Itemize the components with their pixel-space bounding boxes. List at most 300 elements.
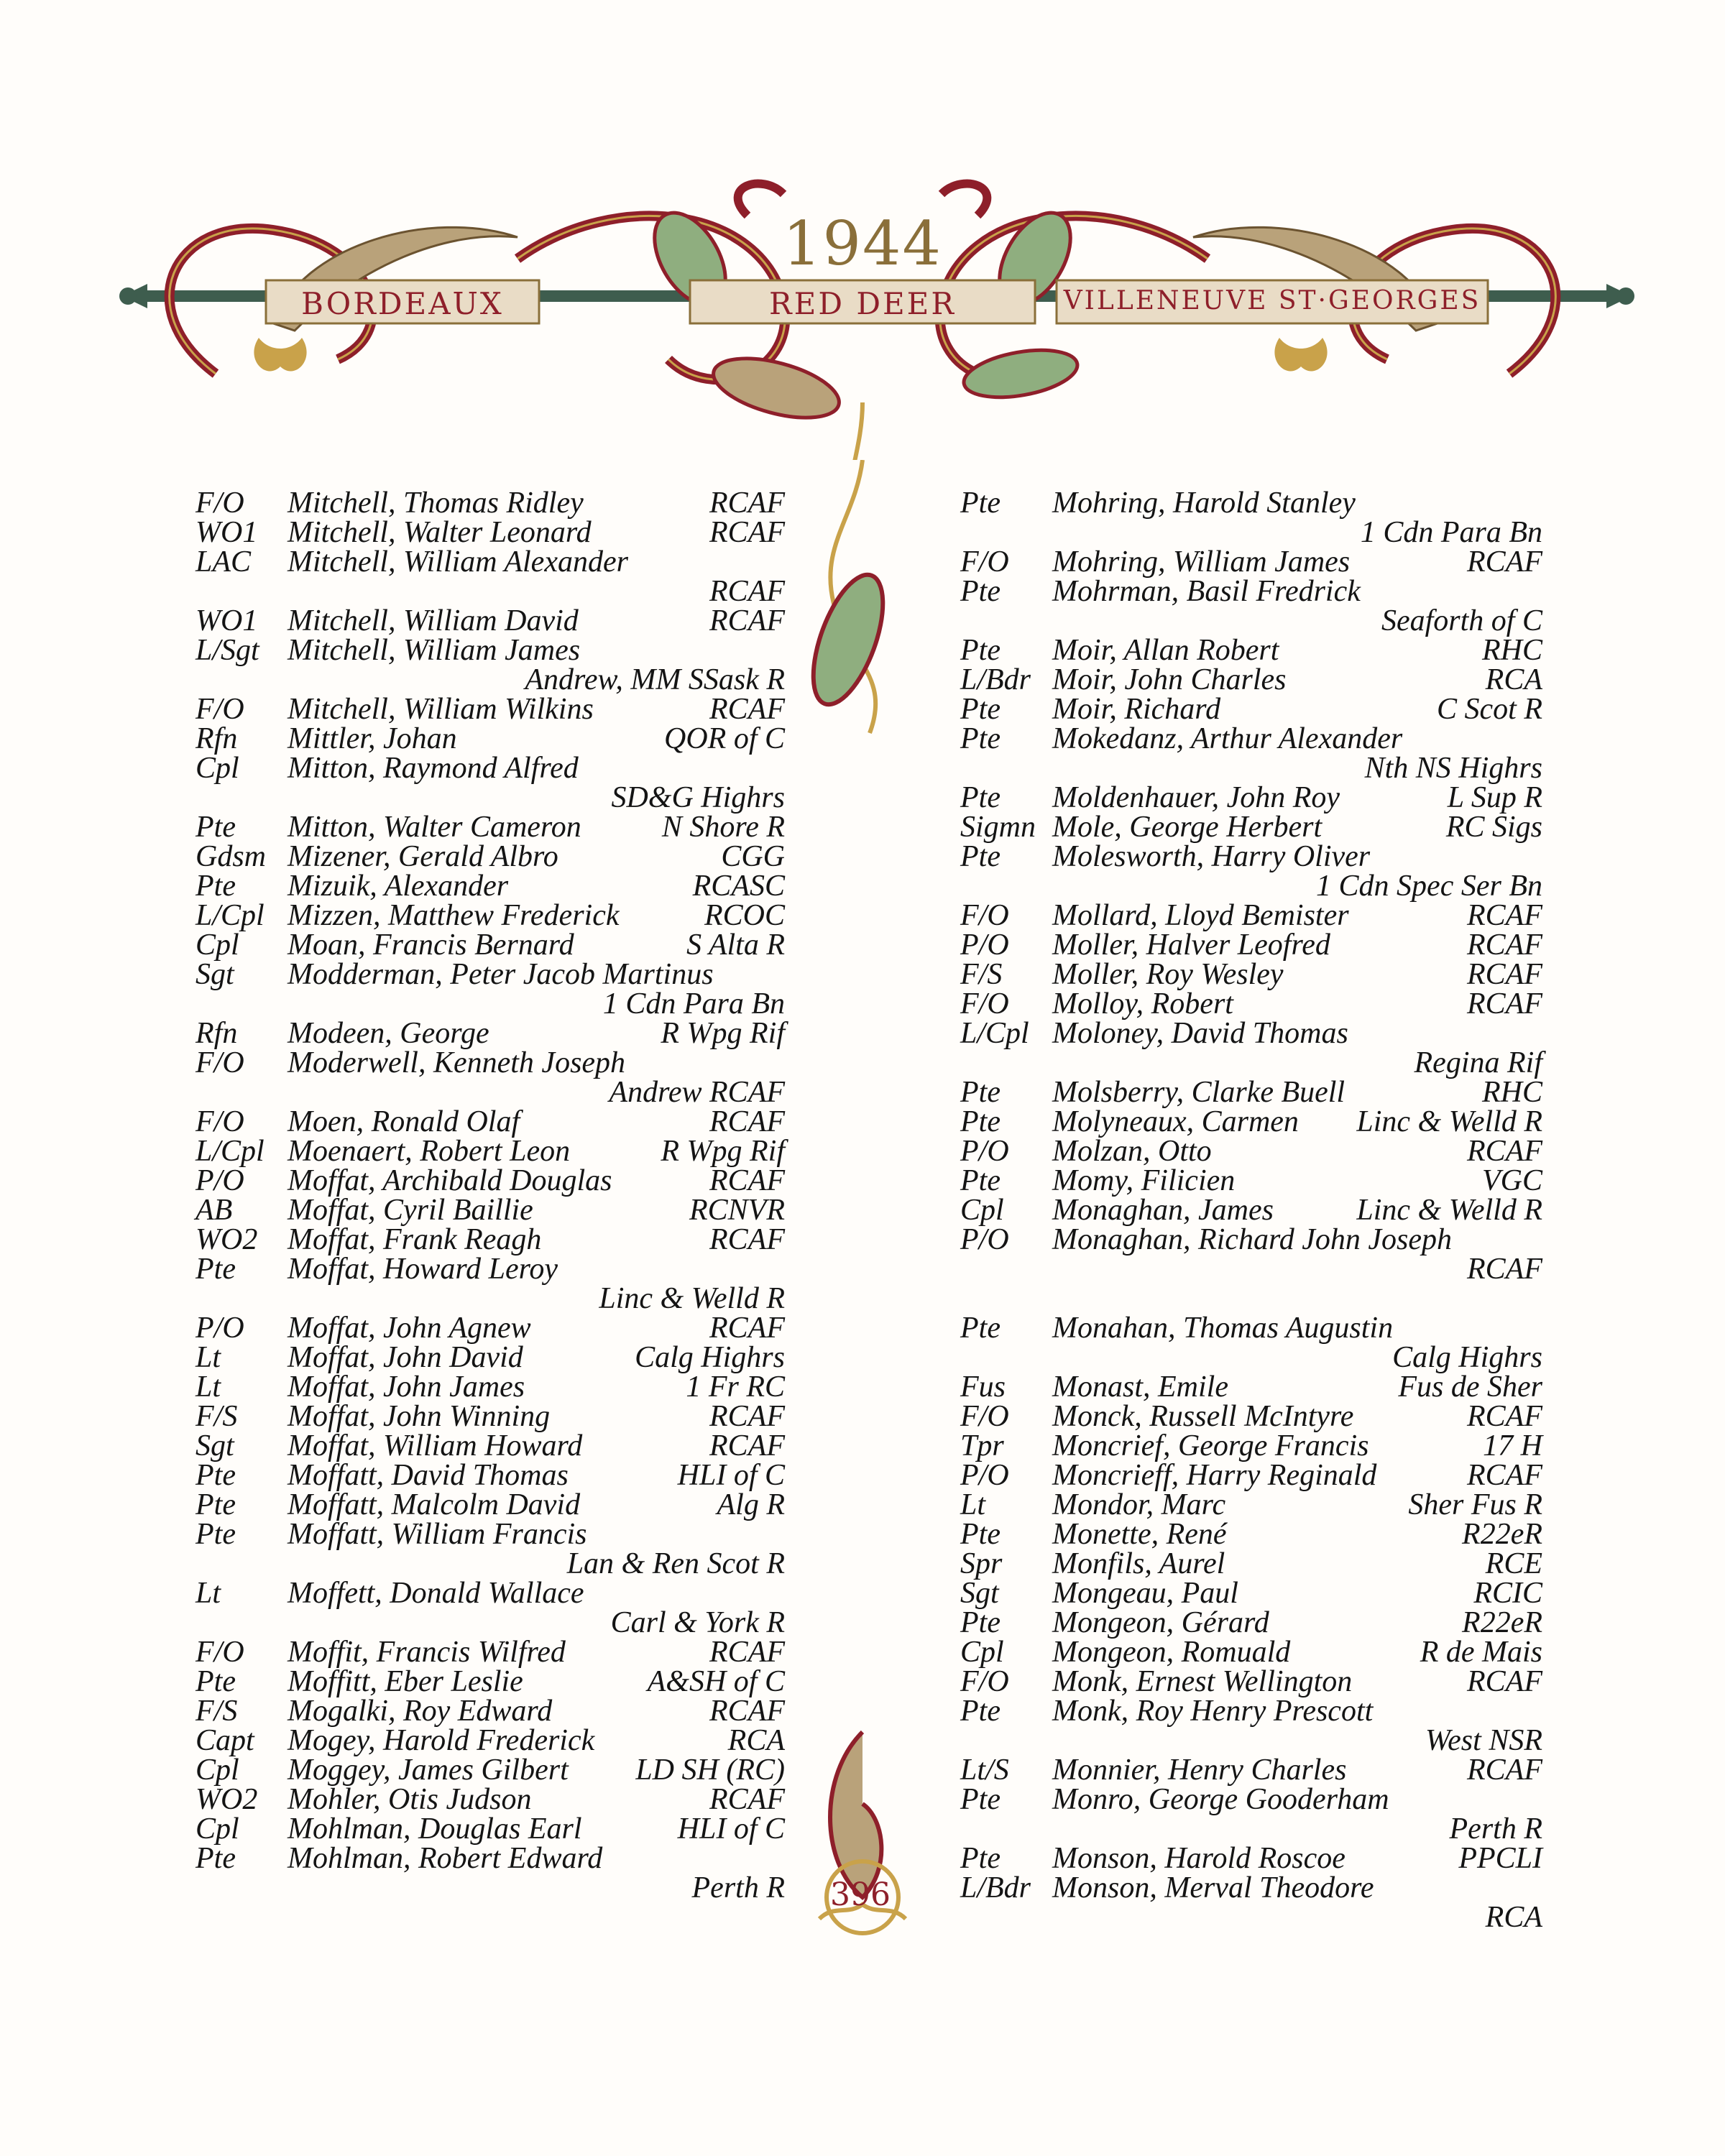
rank: AB — [196, 1194, 233, 1227]
serviceman-name: Mitchell, William Alexander — [288, 545, 628, 579]
serviceman-name: Mondor, Marc — [1052, 1488, 1226, 1521]
unit: L Sup R — [1447, 781, 1542, 814]
memorial-entry — [196, 1196, 785, 1225]
memorial-entry — [960, 1429, 1542, 1462]
serviceman-name: Mole, George Herbert — [1052, 811, 1322, 844]
entry-continuation: Perth R — [691, 1871, 785, 1904]
unit: N Shore R — [661, 811, 785, 844]
rank: Gdsm — [196, 840, 267, 873]
unit: RCAF — [709, 604, 785, 637]
serviceman-name: Mizener, Gerald Albro — [288, 840, 558, 873]
serviceman-name: Monahan, Thomas Augustin — [1052, 1312, 1394, 1345]
memorial-entry — [960, 1844, 1542, 1874]
unit: RCAF — [1467, 1400, 1542, 1433]
rank: Pte — [960, 722, 1000, 755]
unit: Alg R — [717, 1488, 785, 1521]
serviceman-name: Monaghan, James — [1052, 1194, 1274, 1227]
serviceman-name: Moffat, William Howard — [288, 1429, 583, 1462]
serviceman-name: Mohlman, Douglas Earl — [288, 1812, 582, 1846]
serviceman-name: Mitchell, Walter Leonard — [288, 516, 592, 549]
serviceman-name: Mitton, Walter Cameron — [288, 811, 581, 844]
serviceman-name: Monk, Roy Henry Prescott — [1052, 1695, 1374, 1728]
serviceman-name: Moller, Halver Leofred — [1052, 929, 1330, 962]
serviceman-name: Mogey, Harold Frederick — [288, 1724, 595, 1757]
memorial-entry — [960, 1196, 1542, 1225]
rank: F/O — [960, 899, 1009, 932]
serviceman-name: Moffit, Francis Wilfred — [288, 1636, 566, 1669]
rank: Pte — [960, 1164, 1000, 1197]
serviceman-name: Monck, Russell McIntyre — [1052, 1400, 1354, 1433]
unit: RCASC — [692, 870, 785, 903]
memorial-entry — [196, 1579, 785, 1638]
memorial-entry — [196, 724, 785, 754]
unit: RCAF — [709, 693, 785, 726]
serviceman-name: Moloney, David Thomas — [1052, 1017, 1348, 1050]
memorial-entry — [960, 1402, 1542, 1432]
rank: Capt — [196, 1724, 254, 1757]
serviceman-name: Mohrman, Basil Fredrick — [1052, 575, 1361, 608]
rank: Pte — [960, 693, 1000, 726]
serviceman-name: Monette, René — [1052, 1518, 1227, 1551]
unit: RCAF — [709, 1105, 785, 1138]
serviceman-name: Mitchell, Thomas Ridley — [288, 487, 584, 520]
serviceman-name: Moldenhauer, John Roy — [1052, 781, 1340, 814]
rank: Pte — [196, 811, 236, 844]
serviceman-name: Monast, Emile — [1052, 1370, 1228, 1404]
rank: Sgt — [196, 958, 234, 991]
memorial-entry — [196, 754, 785, 813]
rank: F/O — [196, 1046, 244, 1079]
rank: Cpl — [196, 752, 239, 785]
unit: HLI of C — [677, 1459, 785, 1492]
serviceman-name: Moan, Francis Bernard — [288, 929, 574, 962]
memorial-entry — [960, 1579, 1542, 1608]
entry-continuation: 1 Cdn Para Bn — [1360, 516, 1542, 549]
memorial-entry — [960, 1638, 1542, 1667]
memorial-entry — [196, 1638, 785, 1667]
memorial-entry — [960, 1520, 1542, 1549]
memorial-entry — [960, 1667, 1542, 1697]
entry-continuation: SD&G Highrs — [611, 781, 785, 814]
serviceman-name: Moncrief, George Francis — [1052, 1429, 1369, 1462]
entry-continuation: RCAF — [709, 575, 785, 608]
rank: Pte — [196, 1518, 236, 1551]
memorial-entry — [960, 1284, 1542, 1314]
unit: Calg Highrs — [635, 1341, 785, 1374]
rank: L/Bdr — [960, 1871, 1031, 1904]
rank: Pte — [196, 1459, 236, 1492]
serviceman-name: Mokedanz, Arthur Alexander — [1052, 722, 1403, 755]
rank: P/O — [960, 1223, 1009, 1256]
rank: Pte — [960, 840, 1000, 873]
rank: P/O — [196, 1312, 244, 1345]
memorial-entry — [960, 1697, 1542, 1756]
unit: RCNVR — [689, 1194, 785, 1227]
memorial-entry — [960, 724, 1542, 783]
unit: RCA — [727, 1724, 785, 1757]
serviceman-name: Mitchell, William David — [288, 604, 579, 637]
serviceman-name: Moffat, Cyril Baillie — [288, 1194, 533, 1227]
unit: Linc & Welld R — [1356, 1194, 1542, 1227]
memorial-entry — [960, 842, 1542, 901]
entry-continuation: Andrew RCAF — [609, 1076, 785, 1109]
rank: Pte — [196, 1665, 236, 1698]
right-name-column — [960, 489, 1542, 1932]
rank: Lt/S — [960, 1754, 1009, 1787]
memorial-entry — [196, 1255, 785, 1314]
memorial-entry — [196, 1844, 785, 1903]
rank: F/O — [196, 693, 244, 726]
serviceman-name: Momy, Filicien — [1052, 1164, 1236, 1197]
memorial-entry — [196, 1137, 785, 1166]
unit: A&SH of C — [647, 1665, 785, 1698]
entry-continuation: RCA — [1485, 1901, 1542, 1934]
memorial-entry — [196, 1107, 785, 1137]
unit: S Alta R — [686, 929, 785, 962]
memorial-entry — [196, 636, 785, 695]
serviceman-name: Monfils, Aurel — [1052, 1547, 1225, 1580]
rank: Pte — [960, 781, 1000, 814]
entry-continuation: Regina Rif — [1414, 1046, 1542, 1079]
memorial-entry — [196, 695, 785, 724]
memorial-entry — [196, 1461, 785, 1491]
unit: RCA — [1485, 663, 1542, 696]
memorial-entry — [196, 1019, 785, 1049]
serviceman-name: Monro, George Gooderham — [1052, 1783, 1389, 1816]
unit: R Wpg Rif — [661, 1017, 785, 1050]
serviceman-name: Moffat, Archibald Douglas — [288, 1164, 612, 1197]
memorial-entry — [960, 1314, 1542, 1373]
serviceman-name: Mogalki, Roy Edward — [288, 1695, 553, 1728]
rank: LAC — [196, 545, 252, 579]
unit: RCAF — [709, 1636, 785, 1669]
unit: LD SH (RC) — [635, 1754, 785, 1787]
serviceman-name: Moen, Ronald Olaf — [288, 1105, 520, 1138]
unit: RCAF — [709, 1223, 785, 1256]
memorial-entry — [960, 783, 1542, 813]
rank: Rfn — [196, 1017, 238, 1050]
unit: PPCLI — [1458, 1842, 1542, 1875]
rank: Pte — [960, 1105, 1000, 1138]
rank: Cpl — [196, 1812, 239, 1846]
serviceman-name: Moffatt, David Thomas — [288, 1459, 569, 1492]
banner-red-deer: RED DEER — [769, 286, 956, 321]
rank: F/O — [960, 1665, 1009, 1698]
memorial-entry — [960, 813, 1542, 842]
rank: L/Cpl — [196, 899, 264, 932]
entry-continuation: Perth R — [1449, 1812, 1542, 1846]
memorial-entry — [960, 1078, 1542, 1107]
rank: L/Bdr — [960, 663, 1031, 696]
banner-bordeaux: BORDEAUX — [301, 286, 504, 321]
memorial-entry — [960, 987, 1542, 1021]
entry-continuation: 1 Cdn Para Bn — [602, 987, 785, 1021]
serviceman-name: Molloy, Robert — [1052, 987, 1233, 1021]
memorial-entry — [196, 1314, 785, 1343]
unit: Sher Fus R — [1408, 1488, 1542, 1521]
unit: RCAF — [1467, 958, 1542, 991]
memorial-entry — [196, 1785, 785, 1815]
serviceman-name: Mizzen, Matthew Frederick — [288, 899, 620, 932]
rank: F/O — [196, 487, 244, 520]
serviceman-name: Moffitt, Eber Leslie — [288, 1665, 523, 1698]
serviceman-name: Monk, Ernest Wellington — [1052, 1665, 1353, 1698]
memorial-entry — [960, 577, 1542, 636]
unit: CGG — [721, 840, 785, 873]
rank: Tpr — [960, 1429, 1004, 1462]
serviceman-name: Moir, Allan Robert — [1052, 634, 1279, 667]
memorial-entry — [960, 1166, 1542, 1196]
unit: RCAF — [1467, 1665, 1542, 1698]
entry-continuation: 1 Cdn Spec Ser Bn — [1316, 870, 1542, 903]
left-name-column — [196, 489, 785, 1903]
memorial-entry — [196, 545, 785, 608]
serviceman-name: Mitton, Raymond Alfred — [288, 752, 579, 785]
unit: RCAF — [1467, 1135, 1542, 1168]
memorial-entry — [960, 1608, 1542, 1638]
serviceman-name: Mitchell, William Wilkins — [288, 693, 594, 726]
memorial-entry — [960, 1225, 1542, 1284]
memorial-entry — [960, 1488, 1542, 1521]
memorial-entry — [960, 1549, 1542, 1579]
serviceman-name: Moffatt, Malcolm David — [288, 1488, 581, 1521]
rank: F/O — [196, 1105, 244, 1138]
entry-continuation: West NSR — [1425, 1724, 1542, 1757]
serviceman-name: Monson, Harold Roscoe — [1052, 1842, 1346, 1875]
memorial-entry — [196, 1166, 785, 1196]
unit: RCAF — [709, 1164, 785, 1197]
entry-continuation: Linc & Welld R — [599, 1282, 785, 1315]
unit: RCAF — [1467, 545, 1542, 579]
center-vine-ornament — [805, 460, 920, 762]
serviceman-name: Modeen, George — [288, 1017, 489, 1050]
serviceman-name: Moffat, John Agnew — [288, 1312, 531, 1345]
serviceman-name: Moffat, John James — [288, 1370, 525, 1404]
unit: 1 Fr RC — [686, 1370, 785, 1404]
rank: Pte — [960, 634, 1000, 667]
memorial-entry — [196, 960, 785, 1019]
memorial-entry — [960, 636, 1542, 665]
memorial-entry — [960, 695, 1542, 724]
memorial-entry — [196, 813, 785, 842]
serviceman-name: Mongeon, Romuald — [1052, 1636, 1291, 1669]
unit: RCAF — [709, 487, 785, 520]
rank: Cpl — [196, 1754, 239, 1787]
unit: R de Mais — [1420, 1636, 1542, 1669]
rank: P/O — [960, 1459, 1009, 1492]
serviceman-name: Mitchell, William James — [288, 634, 581, 667]
memorial-entry — [196, 1343, 785, 1373]
rank: WO2 — [196, 1783, 258, 1816]
unit: R22eR — [1462, 1518, 1542, 1551]
memorial-entry — [196, 1756, 785, 1785]
serviceman-name: Monson, Merval Theodore — [1052, 1871, 1374, 1904]
unit: RCAF — [709, 1312, 785, 1345]
rank: WO1 — [196, 516, 258, 549]
serviceman-name: Molzan, Otto — [1052, 1135, 1212, 1168]
serviceman-name: Mittler, Johan — [288, 722, 457, 755]
rank: Sgt — [960, 1577, 999, 1610]
memorial-entry — [960, 1370, 1542, 1404]
unit: RCAF — [709, 1400, 785, 1433]
rank: Lt — [196, 1370, 221, 1404]
rank: F/S — [960, 958, 1003, 991]
illuminated-header — [0, 0, 1725, 460]
memorial-entry — [196, 1046, 785, 1109]
memorial-entry — [960, 1756, 1542, 1785]
serviceman-name: Monaghan, Richard John Joseph — [1052, 1223, 1453, 1256]
serviceman-name: Moffat, John Winning — [288, 1400, 551, 1433]
rank: Pte — [196, 870, 236, 903]
banner-villeneuve: VILLENEUVE ST·GEORGES — [1063, 286, 1481, 315]
rank: F/O — [960, 545, 1009, 579]
unit: RCE — [1485, 1547, 1542, 1580]
memorial-entry — [960, 1019, 1542, 1078]
unit: Linc & Welld R — [1356, 1105, 1542, 1138]
rank: F/S — [196, 1695, 238, 1728]
unit: QOR of C — [664, 722, 785, 755]
unit: RCAF — [1467, 1459, 1542, 1492]
serviceman-name: Mongeon, Gérard — [1052, 1606, 1269, 1639]
rank: Pte — [960, 575, 1000, 608]
serviceman-name: Moffat, Frank Reagh — [288, 1223, 542, 1256]
memorial-entry — [196, 1370, 785, 1404]
page-number: 396 — [830, 1876, 891, 1913]
serviceman-name: Mollard, Lloyd Bemister — [1052, 899, 1349, 932]
rank: WO2 — [196, 1223, 258, 1256]
memorial-entry — [960, 1785, 1542, 1844]
memorial-entry — [960, 665, 1542, 695]
memorial-entry — [196, 1429, 785, 1462]
memorial-entry — [960, 960, 1542, 990]
rank: Pte — [960, 1783, 1000, 1816]
unit: RCAF — [1467, 899, 1542, 932]
memorial-entry — [960, 1137, 1542, 1166]
memorial-entry — [196, 931, 785, 960]
serviceman-name: Moffatt, William Francis — [288, 1518, 587, 1551]
rank: Pte — [960, 1606, 1000, 1639]
rank: Sgt — [196, 1429, 234, 1462]
rank: Lt — [196, 1341, 221, 1374]
memorial-entry — [196, 1812, 785, 1846]
serviceman-name: Moffat, Howard Leroy — [288, 1253, 558, 1286]
unit: 17 H — [1483, 1429, 1542, 1462]
rank: F/O — [196, 1636, 244, 1669]
memorial-entry — [196, 1225, 785, 1255]
unit: RCAF — [709, 1783, 785, 1816]
unit: R Wpg Rif — [661, 1135, 785, 1168]
serviceman-name: Mohlman, Robert Edward — [288, 1842, 603, 1875]
entry-continuation: Andrew, MM SSask R — [525, 663, 785, 696]
serviceman-name: Mohler, Otis Judson — [288, 1783, 532, 1816]
memorial-entry — [196, 872, 785, 901]
serviceman-name: Moffett, Donald Wallace — [288, 1577, 584, 1610]
unit: RC Sigs — [1445, 811, 1542, 844]
rank: Pte — [960, 1076, 1000, 1109]
memorial-entry — [196, 489, 785, 518]
unit: RCAF — [1467, 1754, 1542, 1787]
year-heading: 1944 — [783, 208, 942, 279]
rank: P/O — [960, 929, 1009, 962]
unit: RCAF — [709, 516, 785, 549]
memorial-entry — [196, 1726, 785, 1756]
rank: Spr — [960, 1547, 1003, 1580]
rank: Cpl — [960, 1194, 1004, 1227]
memorial-entry — [196, 518, 785, 548]
rank: F/S — [196, 1400, 238, 1433]
rank: P/O — [960, 1135, 1009, 1168]
memorial-entry — [196, 901, 785, 931]
serviceman-name: Mohring, Harold Stanley — [1052, 487, 1356, 520]
rank: Sigmn — [960, 811, 1036, 844]
serviceman-name: Molyneaux, Carmen — [1052, 1105, 1299, 1138]
serviceman-name: Mongeau, Paul — [1052, 1577, 1238, 1610]
entry-continuation: Seaforth of C — [1381, 604, 1542, 637]
serviceman-name: Moffat, John David — [288, 1341, 523, 1374]
rank: Cpl — [196, 929, 239, 962]
rank: Pte — [196, 1842, 236, 1875]
memorial-entry — [196, 1488, 785, 1521]
rank: L/Sgt — [196, 634, 259, 667]
serviceman-name: Moncrieff, Harry Reginald — [1052, 1459, 1377, 1492]
memorial-entry — [960, 1461, 1542, 1491]
entry-continuation: Carl & York R — [610, 1606, 785, 1639]
serviceman-name: Molesworth, Harry Oliver — [1052, 840, 1371, 873]
entry-continuation: RCAF — [1467, 1253, 1542, 1286]
rank: Pte — [960, 1312, 1000, 1345]
unit: VGC — [1482, 1164, 1542, 1197]
serviceman-name: Moir, John Charles — [1052, 663, 1287, 696]
rank: Fus — [960, 1370, 1006, 1404]
rank: L/Cpl — [960, 1017, 1029, 1050]
unit: HLI of C — [677, 1812, 785, 1846]
memorial-entry — [960, 931, 1542, 960]
unit: RCAF — [1467, 929, 1542, 962]
unit: RCOC — [704, 899, 785, 932]
memorial-entry — [960, 901, 1542, 931]
memorial-entry — [960, 1871, 1542, 1934]
rank: Cpl — [960, 1636, 1004, 1669]
rank: Pte — [960, 1842, 1000, 1875]
serviceman-name: Moir, Richard — [1052, 693, 1221, 726]
rank: F/O — [960, 987, 1009, 1021]
memorial-entry — [960, 545, 1542, 579]
rank: L/Cpl — [196, 1135, 264, 1168]
rank: Rfn — [196, 722, 238, 755]
rank: WO1 — [196, 604, 258, 637]
memorial-entry — [960, 1107, 1542, 1137]
unit: RCIC — [1473, 1577, 1542, 1610]
serviceman-name: Moggey, James Gilbert — [288, 1754, 569, 1787]
unit: RCAF — [709, 1429, 785, 1462]
rank: Pte — [960, 1695, 1000, 1728]
rank: F/O — [960, 1400, 1009, 1433]
unit: RHC — [1482, 634, 1542, 667]
entry-continuation: Lan & Ren Scot R — [566, 1547, 785, 1580]
serviceman-name: Monnier, Henry Charles — [1052, 1754, 1347, 1787]
serviceman-name: Molsberry, Clarke Buell — [1052, 1076, 1346, 1109]
unit: C Scot R — [1437, 693, 1542, 726]
serviceman-name: Moenaert, Robert Leon — [288, 1135, 571, 1168]
serviceman-name: Moller, Roy Wesley — [1052, 958, 1284, 991]
unit: RCAF — [1467, 987, 1542, 1021]
rank: Lt — [960, 1488, 986, 1521]
rank: P/O — [196, 1164, 244, 1197]
serviceman-name: Modderman, Peter Jacob Martinus — [288, 958, 714, 991]
memorial-entry — [196, 1697, 785, 1726]
rank: Lt — [196, 1577, 221, 1610]
memorial-entry — [196, 1667, 785, 1697]
